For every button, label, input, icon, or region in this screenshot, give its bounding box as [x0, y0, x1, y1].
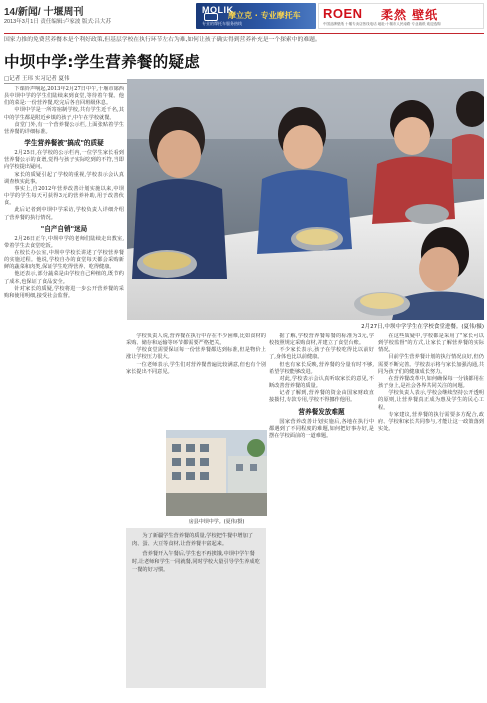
paragraph: 食堂门外,有一个营养餐公示栏,上面张贴着学生营养餐的详细标准。 — [4, 121, 124, 135]
section-sub: / 十堰周刊 — [37, 7, 84, 18]
paragraph: 但也有家长反映,营养餐的分量有时不够,希望学校能够改进。 — [269, 361, 374, 375]
roen-sub: 中国品牌壁纸 十堰专卖店热线电话 地址:十堰市人民南路 专业墙纸 欢迎选购 — [323, 22, 441, 26]
paragraph: 不少家长表示,孩子在学校吃得比以前好了,身体也比以前健康。 — [269, 347, 374, 361]
paragraph: 此后记者到中坝中学采访,学校负责人详细介绍了营养餐的执行情况。 — [4, 207, 124, 221]
students-eating-photo — [127, 79, 484, 320]
subhead-distribution-problem: 营养餐发放难题 — [298, 407, 345, 416]
paragraph: 在营养餐改革中,如何确保每一分钱都用在孩子身上,是社会各界共同关注的问题。 — [378, 375, 484, 390]
motorcycle-logo-icon — [204, 13, 218, 21]
molik-sub: 专业的摩托车服务热线 — [202, 21, 242, 26]
article-byline: □记者 王玮 实习记者 夏伟 — [4, 74, 129, 84]
article-column-2 — [126, 333, 266, 428]
paragraph: 他还表示,部分蔬菜是由学校自己种植的,既节约了成本,也保证了食品安全。 — [4, 271, 124, 285]
paragraph: 2月25日,在学校的公示栏内,一位学生家长看到营养餐公示的食谱,觉得与孩子实际吃到的不符,当即向学校提出疑问。 — [4, 150, 124, 171]
article-deck: 国家力推的免费营养餐本是个利好政策,但基层学校在执行环节左右为难,如何让孩子确实得到营养补充是一个探索中的难题。 — [4, 37, 321, 43]
section-name: 新闻 — [17, 7, 38, 18]
paragraph: 据了解,学校营养餐每餐的标准为3元,学校按照规定采购食材,并建立了食堂台账。 — [269, 333, 374, 347]
paragraph: 学校负责人表示,学校会继续坚持公开透明的原则,让营养餐真正成为惠及学生的民心工程。 — [378, 390, 484, 411]
paragraph: 针对家长的质疑,学校将进一步公开营养餐的采购和使用明细,接受社会监督。 — [4, 285, 124, 299]
article-column-1 — [4, 86, 124, 696]
paragraph: 下课铃声响起,2013年2月27日中午,十堰市郧西县中坝中学的学生们陆续来到食堂,等待着午餐。他们的菜是:一份营养餐,吃完后各自回班级休息。 — [4, 86, 124, 107]
paragraph: 家长的质疑引起了学校的重视,学校表示会认真调查核实此事。 — [4, 171, 124, 185]
main-photo-caption: 2月27日,中坝中学学生在学校食堂进餐。(夏伟/摄) — [361, 324, 484, 330]
header-rule — [4, 33, 484, 34]
masthead — [0, 0, 487, 32]
school-building-photo — [166, 430, 267, 516]
small-photo-caption: 房县中坝中学。(夏伟/摄) — [188, 519, 245, 525]
pull-quote-box — [126, 528, 266, 688]
article-column-3 — [269, 333, 374, 695]
school-building-illustration — [166, 430, 267, 516]
subhead-self-production: "自产自销"迷局 — [40, 224, 88, 233]
page-number-value: 14/ — [4, 7, 18, 18]
paragraph: 一位老师表示,学生们对营养餐普遍比较满意,但也有个别家长提出不同意见。 — [126, 361, 266, 375]
roen-wallpaper-advertisement[interactable] — [318, 3, 484, 29]
paragraph: 学校食堂需要保证每一份营养餐都达到标准,但是物价上涨让学校压力很大。 — [126, 347, 266, 361]
pull-quote-para: 营养餐开入午餐后,学生也不再挨饿,中坝中学午餐时,让老师和学生一同就餐,同时学校大量引导学生养成吃一餐的好习惯。 — [132, 551, 260, 573]
paragraph: 学校负责人说,营养餐在执行中存在不少困难,比如食材的采购、储存和运输等环节都需要严格把关。 — [126, 333, 266, 347]
article-column-4 — [378, 333, 484, 695]
pull-quote-para: 为了新疆学生营养餐的质量,学校把牛餐中增加了肉、蛋、大豆等食材,让营养餐丰富起来。 — [132, 533, 253, 547]
page-number — [4, 3, 83, 18]
subhead-nutrition-doubt: 学生营养餐被"搞成"的质疑 — [24, 139, 104, 148]
students-eating-illustration — [127, 79, 484, 320]
date-line: 2013年3月1日 责任编辑:卢家波 版式:吕大苏 — [4, 19, 111, 25]
paragraph: 专家建议,营养餐的执行需要多方配合,政府、学校和家长共同参与,才能让这一政策落到实处。 — [378, 411, 484, 433]
molik-brand: MOLIK — [202, 5, 234, 15]
paragraph: 事实上,自2012年营养改善计划实施以来,中坝中学的学生每天可获得3元的营养补助,用于改善伙食。 — [4, 185, 124, 207]
roen-brand: ROEN — [323, 6, 363, 21]
paragraph: 中坝中学是一所寄宿制学校,共有学生近千名,其中的学生都是附近乡镇的孩子,中午在学校就餐。 — [4, 107, 124, 121]
molik-advertisement[interactable] — [196, 3, 316, 29]
paragraph: 目前学生营养餐计划的执行情况良好,但仍需要不断完善。学校表示将与家长加强沟通,共同为孩子们的健康成长努力。 — [378, 354, 484, 375]
paragraph: 对此,学校表示会认真听取家长的意见,不断改善营养餐的质量。 — [269, 375, 374, 390]
paragraph: 国家营养改善计划实施后,各地在执行中都遇到了不同程度的难题,如何把好事办好,是摆在学校面前的一道难题。 — [269, 418, 374, 439]
article-headline: 中坝中学:学生营养餐的疑虑 — [4, 53, 201, 71]
paragraph: 2月26日正午,中坝中学的老师们陆续走出教室,带着学生去食堂吃饭。 — [4, 235, 124, 249]
paragraph: 在校长办公室,中坝中学校长讲述了学校营养餐的实施过程。他说,学校自办的食堂每天都会采购新鲜的蔬菜和肉类,保证学生吃得营养、吃得健康。 — [4, 249, 124, 271]
molik-slogan: 摩立克 · 专业摩托车 — [228, 11, 301, 20]
paragraph: 在这些质疑中,学校都是采用了"家长可以到学校监督"的方式,让家长了解营养餐的实际情况。 — [378, 333, 484, 354]
roen-product: 柔然 壁纸 — [381, 8, 439, 22]
paragraph: 记者了解到,营养餐的资金由国家财政直接拨付,专款专用,学校不得挪作他用。 — [269, 390, 374, 404]
